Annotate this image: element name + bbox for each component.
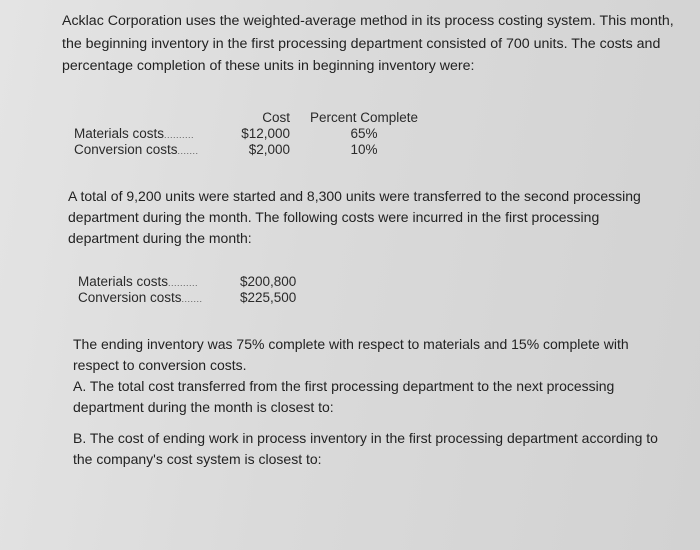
month-materials-label-group bbox=[78, 274, 223, 291]
row-label: Materials costs bbox=[74, 126, 165, 141]
row-label: Conversion costs bbox=[74, 142, 178, 157]
conversion-row-label-group bbox=[74, 142, 219, 159]
question-b: B. The cost of ending work in process inventory in the first processing department according to the company's cost system is closest to: bbox=[73, 430, 658, 467]
conversion-percent: 10% bbox=[350, 142, 378, 157]
cost-header: Cost bbox=[262, 110, 290, 125]
dot-leader: .......... bbox=[164, 130, 195, 140]
month-conversion-label-group bbox=[78, 290, 223, 307]
ending-and-question-a bbox=[73, 334, 653, 418]
started-units-paragraph: A total of 9,200 units were started and 8,300 units were transferred to the second processing department during the month. The following costs were incurred in the first processing department during the month: bbox=[68, 188, 641, 246]
ending-inventory-text: The ending inventory was 75% complete with respect to materials and 15% complete with respect to conversion costs. bbox=[73, 336, 629, 373]
intro-paragraph: Acklac Corporation uses the weighted-average method in its process costing system. This month, the beginning inventory in the first processing department consisted of 700 units. The costs and percentage completion of these units in beginning inventory were: bbox=[62, 13, 674, 74]
question-a: A. The total cost transferred from the first processing department to the next processing department during the month is closest to: bbox=[73, 378, 615, 415]
materials-percent: 65% bbox=[350, 126, 378, 141]
month-materials-cost: $200,800 bbox=[240, 274, 297, 289]
dot-leader: ....... bbox=[177, 146, 199, 156]
month-conversion-cost: $225,500 bbox=[240, 290, 297, 305]
month-costs-table bbox=[78, 274, 338, 308]
row-label: Conversion costs bbox=[78, 290, 182, 305]
percent-complete-header: Percent Complete bbox=[309, 110, 419, 125]
row-label: Materials costs bbox=[78, 274, 169, 289]
dot-leader: ....... bbox=[181, 294, 203, 304]
beginning-inventory-table bbox=[74, 110, 434, 160]
materials-cost: $12,000 bbox=[241, 126, 290, 141]
conversion-cost: $2,000 bbox=[248, 142, 290, 157]
dot-leader: .......... bbox=[168, 278, 199, 288]
materials-row-label-group bbox=[74, 126, 219, 143]
